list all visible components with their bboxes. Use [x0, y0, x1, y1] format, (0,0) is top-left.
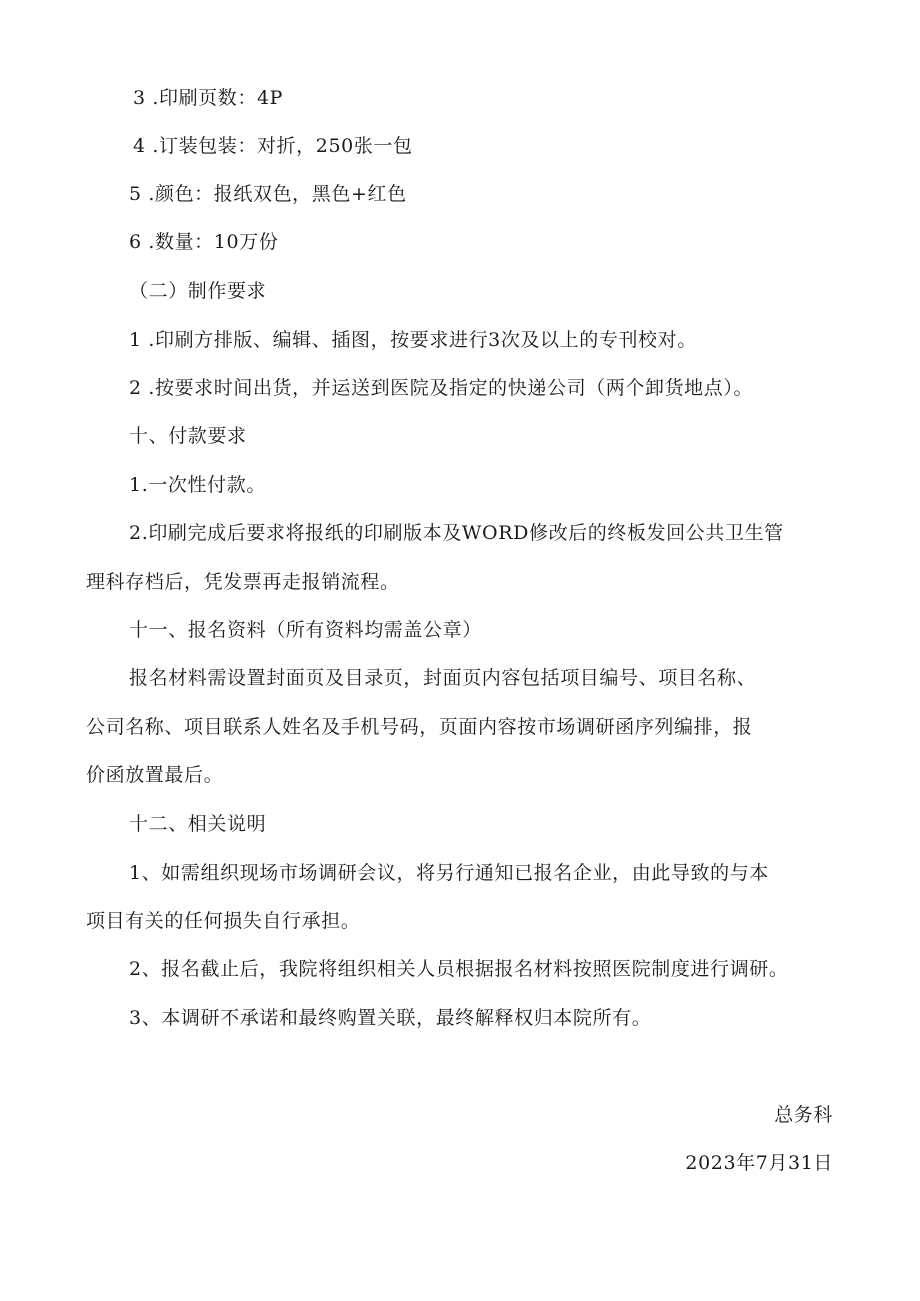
section-application-materials: 十一、报名资料（所有资料均需盖公章） — [129, 619, 482, 641]
production-requirement-2: 2 .按要求时间出货，并运送到医院及指定的快递公司（两个卸货地点）。 — [129, 377, 754, 399]
payment-requirement-1: 1.一次性付款。 — [129, 474, 266, 496]
section-payment-requirements: 十、付款要求 — [129, 425, 247, 447]
payment-requirement-2-continued: 理科存档后，凭发票再走报销流程。 — [86, 571, 400, 593]
related-note-1-continued: 项目有关的任何损失自行承担。 — [86, 910, 361, 932]
related-note-1: 1、如需组织现场市场调研会议，将另行通知已报名企业，由此导致的与本 — [129, 862, 769, 884]
related-note-2: 2、报名截止后，我院将组织相关人员根据报名材料按照医院制度进行调研。 — [129, 958, 789, 980]
production-requirement-1: 1 .印刷方排版、编辑、插图，按要求进行3次及以上的专刊校对。 — [129, 329, 697, 351]
application-materials-text-3: 价函放置最后。 — [86, 764, 224, 786]
signature-date: 2023年7月31日 — [685, 1152, 833, 1174]
item-quantity: 6 .数量：10万份 — [129, 231, 279, 253]
section-production-requirements: （二）制作要求 — [129, 280, 267, 302]
application-materials-text-2: 公司名称、项目联系人姓名及手机号码，页面内容按市场调研函序列编排，报 — [86, 716, 753, 738]
item-print-pages: 3 .印刷页数：4P — [133, 87, 284, 109]
payment-requirement-2: 2.印刷完成后要求将报纸的印刷版本及WORD修改后的终板发回公共卫生管 — [129, 522, 784, 544]
signature-department: 总务科 — [774, 1104, 833, 1126]
application-materials-text: 报名材料需设置封面页及目录页，封面页内容包括项目编号、项目名称、 — [129, 667, 757, 689]
section-related-notes: 十二、相关说明 — [129, 813, 267, 835]
item-binding: 4 .订装包装：对折，250张一包 — [133, 135, 413, 157]
related-note-3: 3、本调研不承诺和最终购置关联，最终解释权归本院所有。 — [129, 1007, 652, 1029]
item-color: 5 .颜色：报纸双色，黑色+红色 — [129, 183, 407, 205]
